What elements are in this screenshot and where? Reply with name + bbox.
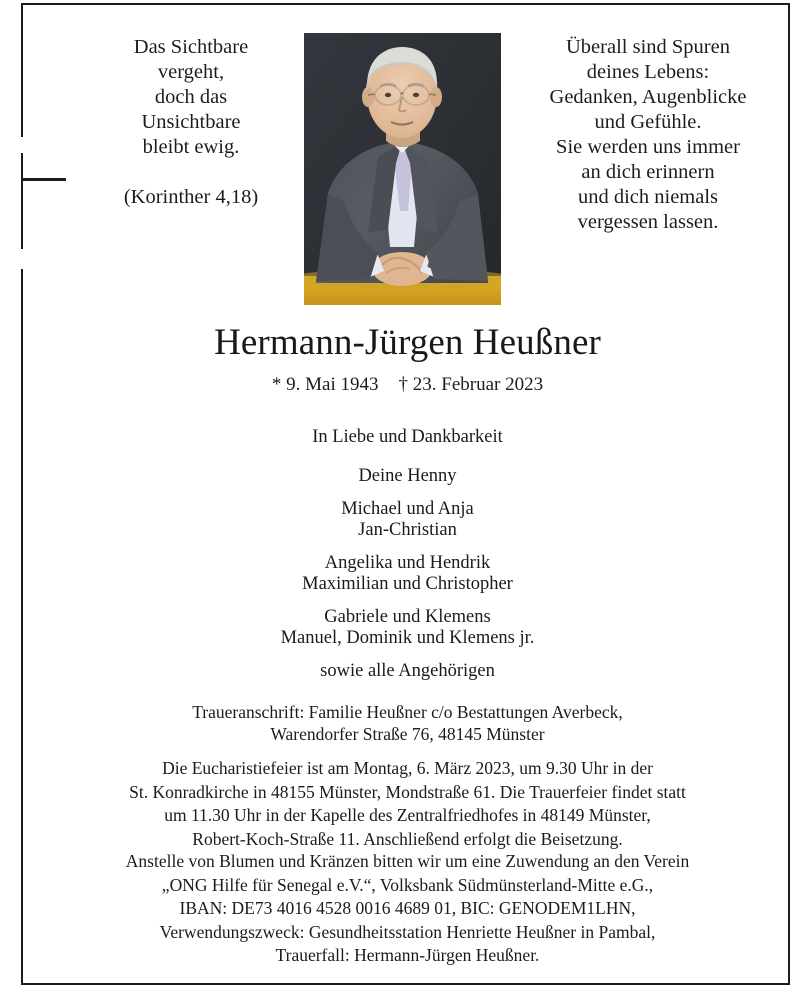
mourner-group (23, 607, 792, 649)
birth-date: * 9. Mai 1943 (271, 374, 379, 395)
obituary-frame (21, 3, 790, 985)
verse-right-line: Sie werden uns immer (556, 136, 740, 158)
death-date: † 23. Februar 2023 (398, 374, 544, 395)
verse-right-line: Gedanken, Augenblicke (549, 86, 747, 108)
mourner-group (23, 499, 792, 541)
dedication-text: In Liebe und Dankbarkeit (312, 427, 503, 447)
mourning-address-line: Warendorfer Straße 76, 48145 Münster (270, 724, 545, 744)
service-details-line: Die Eucharistiefeier ist am Montag, 6. März 2023, um 9.30 Uhr in der (162, 758, 653, 778)
mourning-address (23, 701, 792, 745)
mourner-line: Jan-Christian (358, 520, 457, 540)
mourning-address-line: Traueranschrift: Familie Heußner c/o Bestattungen Averbeck, (192, 702, 623, 722)
top-band (23, 5, 792, 305)
mourner-line: Michael und Anja (341, 499, 474, 519)
deceased-name: Hermann-Jürgen Heußner (214, 322, 601, 363)
donation-request-line: „ONG Hilfe für Senegal e.V.“, Volksbank Südmünsterland-Mitte e.G., (161, 874, 654, 895)
life-dates (23, 373, 792, 397)
verse-left (75, 35, 307, 210)
mourner-group (23, 661, 792, 682)
verse-right-line: deines Lebens: (586, 61, 710, 83)
verse-left-attribution: (Korinther 4,18) (123, 186, 259, 208)
service-details (23, 757, 792, 851)
mourner-line: Manuel, Dominik und Klemens jr. (280, 628, 535, 648)
donation-request-line: IBAN: DE73 4016 4528 0016 4689 01, BIC: GENODEM1LHN, (179, 898, 636, 918)
mourners-list (23, 466, 792, 682)
service-details-line: St. Konradkirche in 48155 Münster, Mondstraße 61. Die Trauerfeier findet statt (129, 781, 686, 802)
verse-left-line: Das Sichtbare (133, 36, 249, 58)
verse-left-line: bleibt ewig. (142, 136, 240, 158)
donation-request-line: Anstelle von Blumen und Kränzen bitten wir um eine Zuwendung an den Verein (125, 851, 690, 871)
verse-left-line: vergeht, (157, 61, 225, 83)
service-details-line: um 11.30 Uhr in der Kapelle des Zentralfriedhofes in 48149 Münster, (164, 805, 651, 825)
donation-request (23, 850, 792, 968)
portrait-illustration (304, 33, 501, 305)
verse-left-line: Unsichtbare (141, 111, 241, 133)
verse-right-line: an dich erinnern (581, 161, 715, 183)
donation-request-line: Trauerfall: Hermann-Jürgen Heußner. (275, 945, 540, 965)
mourner-line: Gabriele und Klemens (324, 607, 491, 627)
mourner-line: Angelika und Hendrik (324, 553, 491, 573)
verse-right (517, 35, 779, 235)
portrait-photograph (304, 33, 501, 305)
mourner-line: Deine Henny (358, 466, 457, 486)
verse-right-line: Überall sind Spuren (566, 36, 730, 58)
service-details-line: Robert-Koch-Straße 11. Anschließend erfolgt die Beisetzung. (192, 828, 623, 849)
verse-right-line: vergessen lassen. (577, 211, 719, 233)
mourner-group (23, 553, 792, 595)
donation-request-line: Verwendungszweck: Gesundheitsstation Henriette Heußner in Pambal, (159, 921, 656, 942)
mourner-line: sowie alle Angehörigen (320, 661, 495, 681)
verse-left-line: doch das (154, 86, 228, 108)
verse-right-line: und Gefühle. (594, 111, 702, 133)
verse-right-line: und dich niemals (577, 186, 719, 208)
mourner-line: Maximilian und Christopher (302, 574, 513, 594)
mourner-group (23, 466, 792, 487)
